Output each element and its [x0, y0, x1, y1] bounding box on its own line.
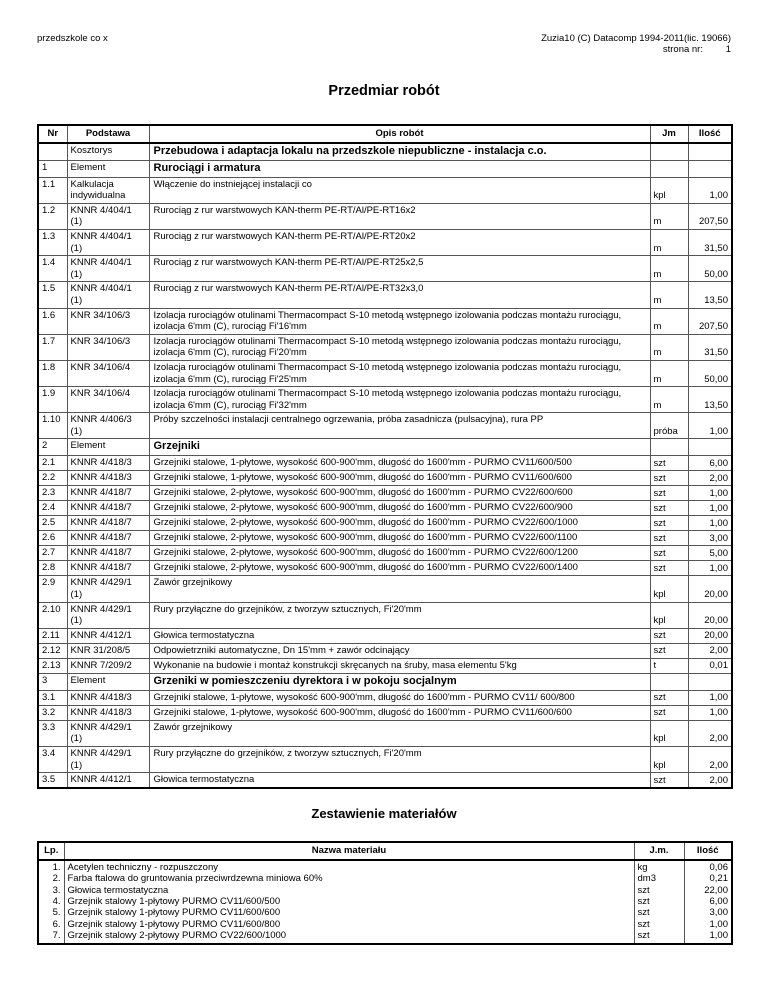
row-jm: szt — [650, 501, 688, 516]
page-number-label: strona nr: — [662, 44, 703, 55]
row-nr: 2.11 — [38, 628, 67, 643]
row-podstawa: KNNR 4/406/3 (1) — [67, 413, 149, 439]
row-nr: 1.5 — [38, 282, 67, 308]
row-opis: Rurociąg z rur warstwowych KAN-therm PE-RT/Al/PE-RT32x3,0 — [149, 282, 650, 308]
przedmiar-row — [38, 561, 732, 576]
col-header-lp: Lp. — [38, 842, 64, 860]
materialy-header-row — [38, 842, 732, 860]
row-ilosc: 20,00 — [688, 602, 732, 628]
row-ilosc: 50,00 — [688, 256, 732, 282]
row-ilosc: 3,00 — [684, 907, 732, 918]
row-jm: m — [650, 229, 688, 255]
przedmiar-row — [38, 690, 732, 705]
row-ilosc: 50,00 — [688, 360, 732, 386]
page-header — [37, 33, 731, 55]
row-opis: Grzejniki stalowe, 2-płytowe, wysokość 600-900'mm, długość do 1600'mm - PURMO CV22/600/1400 — [149, 561, 650, 576]
row-jm: kpl — [650, 747, 688, 773]
row-jm: szt — [650, 531, 688, 546]
przedmiar-row — [38, 546, 732, 561]
row-jm: t — [650, 658, 688, 673]
row-opis: Wykonanie na budowie i montaż konstrukcji skręcanych na śruby, masa elementu 5'kg — [149, 658, 650, 673]
row-jm: szt — [650, 471, 688, 486]
col-header-opis: Opis robót — [149, 125, 650, 143]
row-podstawa: Element — [67, 439, 149, 456]
materialy-row — [38, 860, 732, 873]
materialy-row — [38, 896, 732, 907]
row-podstawa: KNNR 4/418/7 — [67, 546, 149, 561]
row-ilosc: 31,50 — [688, 334, 732, 360]
row-opis: Izolacja rurociągów otulinami Thermacompact S-10 metodą wstępnego izolowania podczas montażu rurociągu, izolacja 6'mm (C), rurociąg Fi'20'mm — [149, 334, 650, 360]
row-opis: Izolacja rurociągów otulinami Thermacompact S-10 metodą wstępnego izolowania podczas montażu rurociągu, izolacja 6'mm (C), rurociąg Fi'32'mm — [149, 387, 650, 413]
przedmiar-row — [38, 160, 732, 177]
row-podstawa: KNNR 4/404/1 (1) — [67, 282, 149, 308]
przedmiar-row — [38, 531, 732, 546]
row-nr: 3.2 — [38, 705, 67, 720]
row-ilosc: 2,00 — [688, 471, 732, 486]
row-ilosc: 207,50 — [688, 308, 732, 334]
row-ilosc: 1,00 — [688, 516, 732, 531]
row-opis: Odpowietrzniki automatyczne, Dn 15'mm + zawór odcinający — [149, 643, 650, 658]
row-podstawa: KNNR 4/418/7 — [67, 531, 149, 546]
row-jm: kpl — [650, 602, 688, 628]
przedmiar-row — [38, 643, 732, 658]
row-ilosc: 1,00 — [688, 501, 732, 516]
row-ilosc: 0,01 — [688, 658, 732, 673]
row-jm: próba — [650, 413, 688, 439]
row-nr: 2.13 — [38, 658, 67, 673]
przedmiar-row — [38, 705, 732, 720]
row-opis: Grzejniki stalowe, 2-płytowe, wysokość 600-900'mm, długość do 1600'mm - PURMO CV22/600/1100 — [149, 531, 650, 546]
row-jm: szt — [634, 919, 684, 930]
row-ilosc: 20,00 — [688, 576, 732, 602]
row-ilosc: 1,00 — [688, 705, 732, 720]
przedmiar-row — [38, 256, 732, 282]
row-nr: 2.3 — [38, 486, 67, 501]
row-nr: 1.1 — [38, 177, 67, 203]
row-opis: Izolacja rurociągów otulinami Thermacompact S-10 metodą wstępnego izolowania podczas montażu rurociągu, izolacja 6'mm (C), rurociąg Fi'25'mm — [149, 360, 650, 386]
row-opis: Grzejniki stalowe, 1-płytowe, wysokość 600-900'mm, długość do 1600'mm - PURMO CV11/600/600 — [149, 471, 650, 486]
row-opis: Próby szczelności instalacji centralnego ogrzewania, próba zasadnicza (pulsacyjna), rura PP — [149, 413, 650, 439]
row-jm: kg — [634, 860, 684, 873]
row-podstawa: Kalkulacja indywidualna — [67, 177, 149, 203]
materialy-row — [38, 919, 732, 930]
row-ilosc: 2,00 — [688, 720, 732, 746]
page-number-value: 1 — [725, 44, 731, 55]
przedmiar-row — [38, 387, 732, 413]
row-jm: szt — [650, 643, 688, 658]
row-jm: szt — [650, 546, 688, 561]
row-jm: m — [650, 334, 688, 360]
row-nr: 1.3 — [38, 229, 67, 255]
col-header-ilosc2: Ilość — [684, 842, 732, 860]
przedmiar-row — [38, 143, 732, 161]
row-podstawa: KNNR 4/418/7 — [67, 561, 149, 576]
row-jm: szt — [650, 516, 688, 531]
row-ilosc: 1,00 — [684, 919, 732, 930]
row-opis: Grzejniki stalowe, 2-płytowe, wysokość 600-900'mm, długość do 1600'mm - PURMO CV22/600/1200 — [149, 546, 650, 561]
row-nr: 2.9 — [38, 576, 67, 602]
row-ilosc: 6,00 — [684, 896, 732, 907]
przedmiar-row — [38, 720, 732, 746]
przedmiar-title: Przedmiar robót — [328, 83, 440, 99]
row-nr: 3.3 — [38, 720, 67, 746]
row-ilosc — [688, 143, 732, 161]
row-jm: szt — [650, 690, 688, 705]
row-podstawa: KNNR 7/209/2 — [67, 658, 149, 673]
row-nazwa: Grzejnik stalowy 1-płytowy PURMO CV11/600/600 — [64, 907, 634, 918]
przedmiar-row — [38, 360, 732, 386]
row-ilosc: 1,00 — [688, 413, 732, 439]
przedmiar-rows — [38, 143, 732, 789]
row-ilosc: 1,00 — [688, 561, 732, 576]
row-nazwa: Grzejnik stalowy 1-płytowy PURMO CV11/600/500 — [64, 896, 634, 907]
row-opis: Izolacja rurociągów otulinami Thermacompact S-10 metodą wstępnego izolowania podczas montażu rurociągu, izolacja 6'mm (C), rurociąg Fi'16'mm — [149, 308, 650, 334]
row-podstawa: KNNR 4/429/1 (1) — [67, 576, 149, 602]
row-jm: kpl — [650, 720, 688, 746]
row-opis: Grzejniki — [149, 439, 650, 456]
przedmiar-table — [37, 124, 733, 789]
row-lp: 3. — [38, 885, 64, 896]
row-nr: 1 — [38, 160, 67, 177]
col-header-jm2: J.m. — [634, 842, 684, 860]
row-opis: Zawór grzejnikowy — [149, 576, 650, 602]
col-header-jm: Jm — [650, 125, 688, 143]
row-opis: Rurociąg z rur warstwowych KAN-therm PE-RT/Al/PE-RT25x2,5 — [149, 256, 650, 282]
row-nr: 1.10 — [38, 413, 67, 439]
row-podstawa: KNR 31/208/5 — [67, 643, 149, 658]
col-header-nr: Nr — [38, 125, 67, 143]
row-ilosc: 22,00 — [684, 885, 732, 896]
przedmiar-row — [38, 177, 732, 203]
row-podstawa: KNNR 4/429/1 (1) — [67, 720, 149, 746]
row-ilosc: 0,06 — [684, 860, 732, 873]
row-podstawa: Kosztorys — [67, 143, 149, 161]
col-header-ilosc: Ilość — [688, 125, 732, 143]
row-opis: Rurociąg z rur warstwowych KAN-therm PE-RT/Al/PE-RT16x2 — [149, 203, 650, 229]
row-opis: Grzejniki stalowe, 2-płytowe, wysokość 600-900'mm, długość do 1600'mm - PURMO CV22/600/900 — [149, 501, 650, 516]
materialy-row — [38, 907, 732, 918]
page-number-line — [541, 44, 731, 55]
row-jm — [650, 143, 688, 161]
row-nr: 1.6 — [38, 308, 67, 334]
row-jm — [650, 673, 688, 690]
row-ilosc: 20,00 — [688, 628, 732, 643]
row-opis: Grzejniki stalowe, 2-płytowe, wysokość 600-900'mm, długość do 1600'mm - PURMO CV22/600/1000 — [149, 516, 650, 531]
row-nr: 1.8 — [38, 360, 67, 386]
row-jm: szt — [650, 773, 688, 789]
row-jm: kpl — [650, 576, 688, 602]
header-left-text: przedszkole co x — [37, 33, 108, 44]
row-lp: 4. — [38, 896, 64, 907]
przedmiar-row — [38, 203, 732, 229]
row-jm: m — [650, 387, 688, 413]
row-lp: 6. — [38, 919, 64, 930]
row-ilosc: 1,00 — [684, 930, 732, 943]
row-podstawa: KNNR 4/404/1 (1) — [67, 203, 149, 229]
row-nazwa: Acetylen techniczny - rozpuszczony — [64, 860, 634, 873]
row-ilosc: 1,00 — [688, 690, 732, 705]
row-nr: 3 — [38, 673, 67, 690]
row-podstawa: Element — [67, 673, 149, 690]
przedmiar-row — [38, 413, 732, 439]
materialy-rows — [38, 860, 732, 944]
przedmiar-row — [38, 439, 732, 456]
row-podstawa: KNNR 4/412/1 — [67, 773, 149, 789]
row-opis: Grzejniki stalowe, 1-płytowe, wysokość 600-900'mm, długość do 1600'mm - PURMO CV11/600/500 — [149, 456, 650, 471]
row-ilosc: 1,00 — [688, 486, 732, 501]
row-opis: Rury przyłączne do grzejników, z tworzyw sztucznych, Fi'20'mm — [149, 602, 650, 628]
przedmiar-row — [38, 308, 732, 334]
przedmiar-row — [38, 486, 732, 501]
row-ilosc — [688, 673, 732, 690]
row-nr: 2.4 — [38, 501, 67, 516]
przedmiar-header-row — [38, 125, 732, 143]
materialy-row — [38, 930, 732, 943]
przedmiar-row — [38, 673, 732, 690]
row-opis: Głowica termostatyczna — [149, 628, 650, 643]
przedmiar-row — [38, 501, 732, 516]
row-lp: 1. — [38, 860, 64, 873]
row-podstawa: KNNR 4/429/1 (1) — [67, 747, 149, 773]
row-ilosc: 2,00 — [688, 643, 732, 658]
row-lp: 2. — [38, 873, 64, 884]
przedmiar-row — [38, 229, 732, 255]
row-opis: Grzejniki stalowe, 2-płytowe, wysokość 600-900'mm, długość do 1600'mm - PURMO CV22/600/600 — [149, 486, 650, 501]
row-jm: szt — [634, 885, 684, 896]
row-podstawa: Element — [67, 160, 149, 177]
row-podstawa: KNR 34/106/3 — [67, 308, 149, 334]
row-nr — [38, 143, 67, 161]
przedmiar-row — [38, 747, 732, 773]
row-opis: Głowica termostatyczna — [149, 773, 650, 789]
przedmiar-row — [38, 658, 732, 673]
row-podstawa: KNNR 4/418/7 — [67, 486, 149, 501]
row-nr: 1.7 — [38, 334, 67, 360]
row-ilosc: 2,00 — [688, 773, 732, 789]
row-podstawa: KNNR 4/418/7 — [67, 516, 149, 531]
row-jm: szt — [634, 907, 684, 918]
row-jm: m — [650, 282, 688, 308]
row-ilosc: 5,00 — [688, 546, 732, 561]
row-jm: szt — [650, 561, 688, 576]
row-jm: m — [650, 360, 688, 386]
header-right — [541, 33, 731, 55]
materialy-table — [37, 841, 733, 944]
materialy-title: Zestawienie materiałów — [311, 806, 457, 822]
row-podstawa: KNNR 4/429/1 (1) — [67, 602, 149, 628]
row-podstawa: KNNR 4/418/3 — [67, 471, 149, 486]
row-podstawa: KNNR 4/404/1 (1) — [67, 229, 149, 255]
row-podstawa: KNNR 4/418/3 — [67, 456, 149, 471]
przedmiar-row — [38, 516, 732, 531]
row-opis: Grzejniki stalowe, 1-płytowe, wysokość 600-900'mm, długość do 1600'mm - PURMO CV11/600/600 — [149, 705, 650, 720]
materialy-row — [38, 885, 732, 896]
row-podstawa: KNNR 4/418/3 — [67, 690, 149, 705]
przedmiar-row — [38, 456, 732, 471]
row-nazwa: Grzejnik stalowy 1-płytowy PURMO CV11/600/800 — [64, 919, 634, 930]
przedmiar-row — [38, 471, 732, 486]
col-header-nazwa: Nazwa materiału — [64, 842, 634, 860]
row-nr: 1.4 — [38, 256, 67, 282]
row-jm: szt — [650, 628, 688, 643]
row-nr: 3.5 — [38, 773, 67, 789]
materialy-row — [38, 873, 732, 884]
row-opis: Grzejniki stalowe, 1-płytowe, wysokość 600-900'mm, długość do 1600'mm - PURMO CV11/ 600/800 — [149, 690, 650, 705]
row-opis: Przebudowa i adaptacja lokalu na przedszkole niepubliczne - instalacja c.o. — [149, 143, 650, 161]
przedmiar-row — [38, 602, 732, 628]
row-nr: 2.12 — [38, 643, 67, 658]
row-nr: 2.6 — [38, 531, 67, 546]
row-nr: 2.8 — [38, 561, 67, 576]
row-ilosc: 6,00 — [688, 456, 732, 471]
row-ilosc — [688, 439, 732, 456]
row-nr: 1.2 — [38, 203, 67, 229]
row-jm — [650, 160, 688, 177]
row-podstawa: KNR 34/106/4 — [67, 360, 149, 386]
row-opis: Włączenie do instniejącej instalacji co — [149, 177, 650, 203]
row-opis: Zawór grzejnikowy — [149, 720, 650, 746]
row-ilosc — [688, 160, 732, 177]
row-jm: m — [650, 203, 688, 229]
col-header-podstawa: Podstawa — [67, 125, 149, 143]
row-nr: 2.10 — [38, 602, 67, 628]
przedmiar-row — [38, 628, 732, 643]
row-podstawa: KNNR 4/418/3 — [67, 705, 149, 720]
row-jm: szt — [650, 456, 688, 471]
row-ilosc: 2,00 — [688, 747, 732, 773]
przedmiar-row — [38, 576, 732, 602]
row-jm: szt — [634, 896, 684, 907]
row-podstawa: KNNR 4/412/1 — [67, 628, 149, 643]
row-ilosc: 3,00 — [688, 531, 732, 546]
row-ilosc: 13,50 — [688, 387, 732, 413]
row-jm: m — [650, 256, 688, 282]
przedmiar-row — [38, 282, 732, 308]
row-nr: 3.4 — [38, 747, 67, 773]
row-ilosc: 31,50 — [688, 229, 732, 255]
row-nr: 2.7 — [38, 546, 67, 561]
row-jm: szt — [650, 486, 688, 501]
row-podstawa: KNNR 4/418/7 — [67, 501, 149, 516]
row-ilosc: 0,21 — [684, 873, 732, 884]
app-credit-text: Zuzia10 (C) Datacomp 1994-2011(lic. 19066) — [541, 33, 731, 44]
row-nr: 2.5 — [38, 516, 67, 531]
row-nazwa: Głowica termostatyczna — [64, 885, 634, 896]
przedmiar-row — [38, 773, 732, 789]
row-nazwa: Grzejnik stalowy 2-płytowy PURMO CV22/600/1000 — [64, 930, 634, 943]
row-nr: 2.2 — [38, 471, 67, 486]
row-jm: szt — [650, 705, 688, 720]
row-jm: kpl — [650, 177, 688, 203]
row-nr: 2 — [38, 439, 67, 456]
row-nr: 1.9 — [38, 387, 67, 413]
row-jm: szt — [634, 930, 684, 943]
row-opis: Rury przyłączne do grzejników, z tworzyw sztucznych, Fi'20'mm — [149, 747, 650, 773]
row-nr: 2.1 — [38, 456, 67, 471]
przedmiar-row — [38, 334, 732, 360]
row-ilosc: 1,00 — [688, 177, 732, 203]
row-lp: 7. — [38, 930, 64, 943]
row-opis: Rurociągi i armatura — [149, 160, 650, 177]
row-ilosc: 207,50 — [688, 203, 732, 229]
row-nr: 3.1 — [38, 690, 67, 705]
row-podstawa: KNR 34/106/4 — [67, 387, 149, 413]
row-podstawa: KNR 34/106/3 — [67, 334, 149, 360]
row-lp: 5. — [38, 907, 64, 918]
row-jm — [650, 439, 688, 456]
row-opis: Rurociąg z rur warstwowych KAN-therm PE-RT/Al/PE-RT20x2 — [149, 229, 650, 255]
row-podstawa: KNNR 4/404/1 (1) — [67, 256, 149, 282]
row-ilosc: 13,50 — [688, 282, 732, 308]
row-jm: m — [650, 308, 688, 334]
row-opis: Grzeniki w pomieszczeniu dyrektora i w pokoju socjalnym — [149, 673, 650, 690]
row-nazwa: Farba ftalowa do gruntowania przeciwrdzewna miniowa 60% — [64, 873, 634, 884]
row-jm: dm3 — [634, 873, 684, 884]
